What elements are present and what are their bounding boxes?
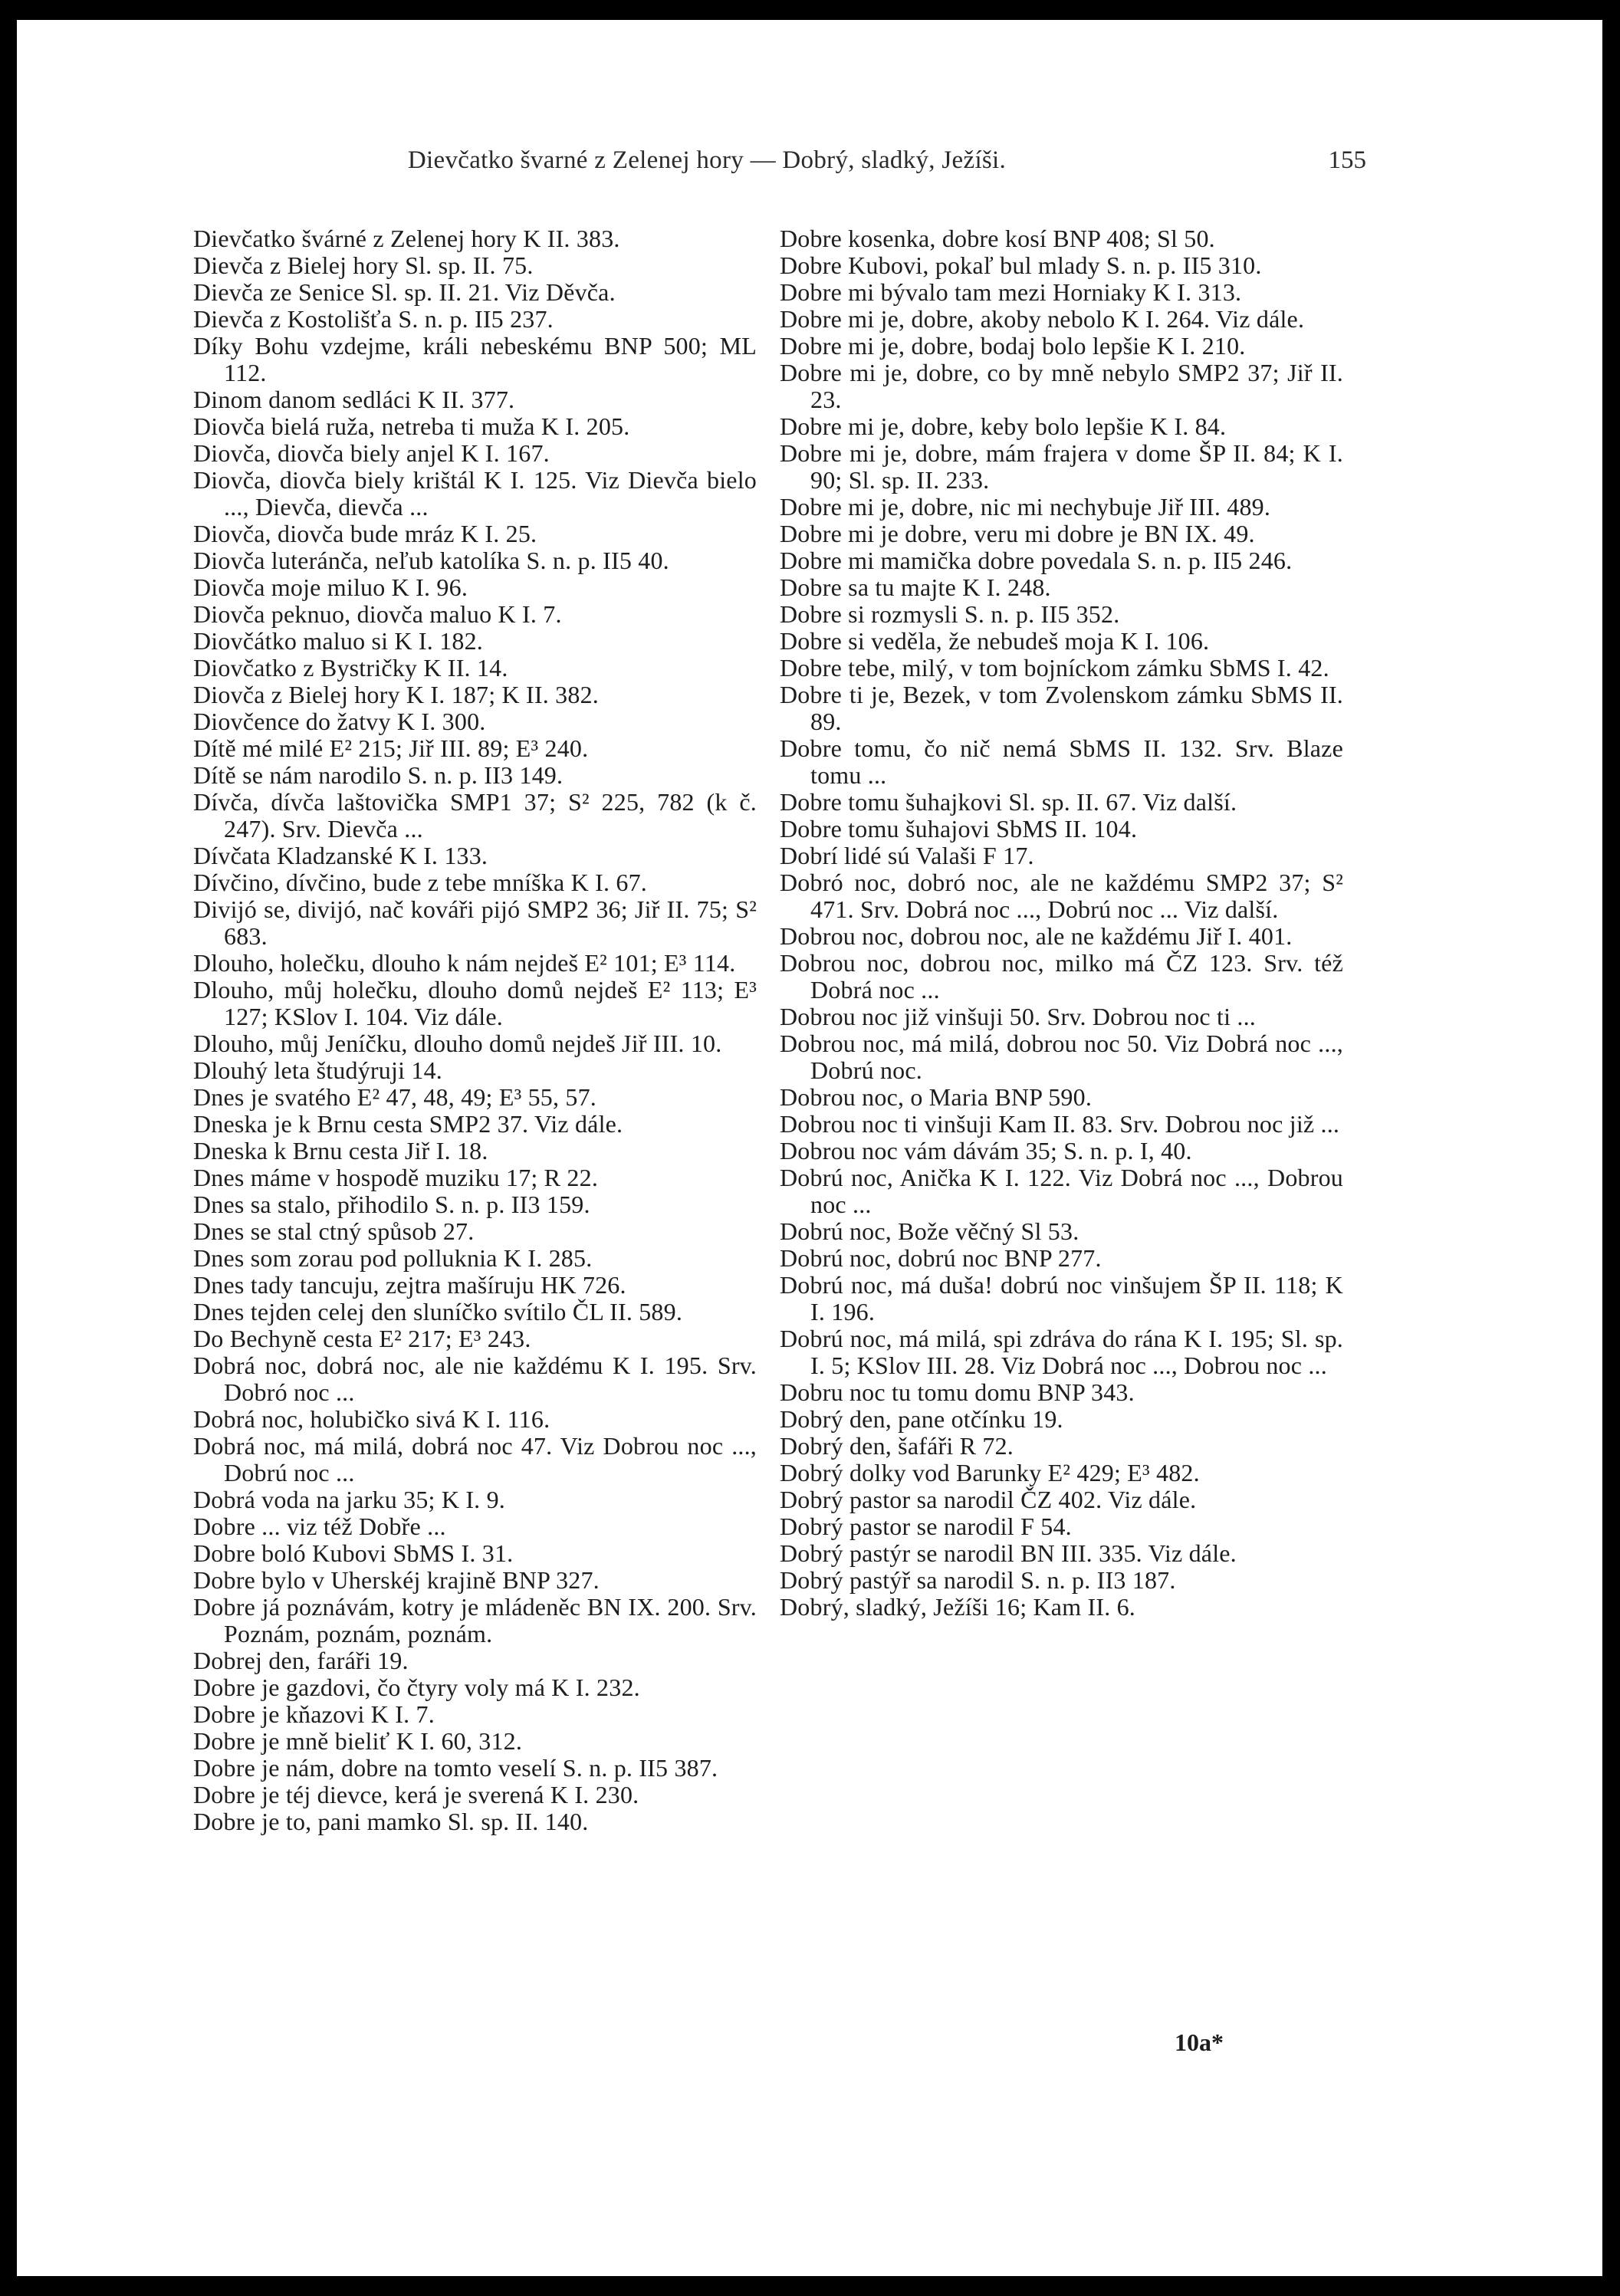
index-entry: Dobrou noc vám dávám 35; S. n. p. I, 40. [780,1137,1192,1164]
index-entry: Dobrá noc, dobrá noc, ale nie každému K I. 195. Srv. Dobró noc ... [193,1352,757,1406]
index-entry: Díky Bohu vzdejme, králi nebeskému BNP 500; ML 112. [193,332,757,386]
index-entry: Dobre mi je, dobre, keby bolo lepšie K I. 84. [780,412,1227,440]
index-entry: Diovčence do žatvy K I. 300. [193,708,486,735]
index-entry: Diovčatko z Bystričky K II. 14. [193,654,508,682]
index-entry: Diovča moje miluo K I. 96. [193,573,468,601]
index-entry: Dobre mi mamička dobre povedala S. n. p. II5 246. [780,547,1293,574]
index-entry: Dobrou noc, o Maria BNP 590. [780,1083,1093,1111]
index-entry: Dobre mi je, dobre, akoby nebolo K I. 264. Viz dále. [780,305,1305,333]
index-entry: Dívčino, dívčino, bude z tebe mníška K I. 67. [193,869,647,896]
index-entry: Dnes je svatého E² 47, 48, 49; E³ 55, 57. [193,1083,596,1111]
index-entry: Dobrú noc, má duša! dobrú noc vinšujem ŠP II. 118; K I. 196. [780,1271,1343,1325]
index-entry: Dobrý den, šafáři R 72. [780,1432,1014,1460]
index-entry: Dievča z Bielej hory Sl. sp. II. 75. [193,251,534,279]
index-entry: Dobre boló Kubovi SbMS I. 31. [193,1539,514,1567]
running-title: Dievčatko švarné z Zelenej hory — Dobrý, sladký, Ježíši. [407,146,1007,174]
index-entry: Dobre je gazdovi, čo čtyry voly má K I. 232. [193,1674,640,1701]
index-entry: Dobre mi je dobre, veru mi dobre je BN IX. 49. [780,520,1255,547]
index-entry: Dítě mé milé E² 215; Jiř III. 89; E³ 240. [193,734,589,762]
index-entry: Dobre mi je, dobre, nic mi nechybuje Jiř III. 489. [780,493,1271,521]
index-entry: Dievča z Kostolišťa S. n. p. II5 237. [193,305,554,333]
signature-mark: 10a* [1175,2028,1224,2056]
index-entry: Dobrý pastýr se narodil BN III. 335. Viz dále. [780,1539,1237,1567]
index-entry: Diovča z Bielej hory K I. 187; K II. 382. [193,681,599,708]
index-entry: Dobre mi je, dobre, mám frajera v dome ŠP II. 84; K I. 90; Sl. sp. II. 233. [780,439,1343,494]
index-entry: Dobre je to, pani mamko Sl. sp. II. 140. [193,1808,589,1835]
index-entry: Dobrou noc ti vinšuji Kam II. 83. Srv. Dobrou noc již ... [780,1110,1340,1138]
index-entry: Dobrú noc, Bože věčný Sl 53. [780,1217,1079,1245]
index-entry: Dobró noc, dobró noc, ale ne každému SMP2 37; S² 471. Srv. Dobrá noc ..., Dobrú noc ... Viz další. [780,869,1343,923]
index-entry: Dlouho, holečku, dlouho k nám nejdeš E² 101; E³ 114. [193,949,736,977]
index-entry: Dobre je nám, dobre na tomto veselí S. n. p. II5 387. [193,1754,718,1782]
index-entry: Dievčatko švárné z Zelenej hory K II. 383. [193,225,620,252]
index-entry: Dnes se stal ctný spůsob 27. [193,1217,475,1245]
index-entry: Dnes sa stalo, přihodilo S. n. p. II3 159. [193,1191,590,1218]
index-entry: Dobrý pastýř sa narodil S. n. p. II3 187. [780,1566,1176,1594]
index-entry: Dlouho, můj holečku, dlouho domů nejdeš E² 113; E³ 127; KSlov I. 104. Viz dále. [193,976,757,1030]
index-entry: Dobre tomu šuhajkovi Sl. sp. II. 67. Viz další. [780,788,1237,816]
index-entry: Dobre tomu, čo nič nemá SbMS II. 132. Srv. Blaze tomu ... [780,734,1343,789]
index-entry: Dívčata Kladzanské K I. 133. [193,842,488,869]
index-entry: Dievča ze Senice Sl. sp. II. 21. Viz Děvča. [193,278,616,306]
index-entry: Dnes som zorau pod polluknia K I. 285. [193,1244,593,1272]
index-entry: Dobrá voda na jarku 35; K I. 9. [193,1486,505,1513]
index-entry: Dneska je k Brnu cesta SMP2 37. Viz dále. [193,1110,623,1138]
index-entry: Dobre mi je, dobre, co by mně nebylo SMP2 37; Jiř II. 23. [780,359,1343,413]
index-entry: Diovča, diovča biely anjel K I. 167. [193,439,550,467]
index-entry: Dnes máme v hospodě muziku 17; R 22. [193,1164,599,1191]
page-number: 155 [1328,146,1366,174]
index-entry: Dneska k Brnu cesta Jiř I. 18. [193,1137,488,1164]
index-entry: Dobre já poznávám, kotry je mládeněc BN IX. 200. Srv. Poznám, poznám, poznám. [193,1593,757,1647]
index-entry: Dobre Kubovi, pokaľ bul mlady S. n. p. II5 310. [780,251,1262,279]
index-entry: Dobre tomu šuhajovi SbMS II. 104. [780,815,1138,843]
index-entry: Divijó se, divijó, nač kováři pijó SMP2 36; Jiř II. 75; S² 683. [193,895,757,950]
index-entry: Dobre si veděla, že nebudeš moja K I. 106. [780,627,1210,655]
index-entry: Diovča, diovča bude mráz K I. 25. [193,520,537,547]
index-entry: Diovča, diovča biely krištál K I. 125. Viz Dievča bielo ..., Dievča, dievča ... [193,466,757,521]
index-entry: Dnes tejden celej den sluníčko svítilo ČL II. 589. [193,1298,683,1325]
index-entry: Dobrú noc, Anička K I. 122. Viz Dobrá noc ..., Dobrou noc ... [780,1164,1343,1218]
index-entry: Dobrá noc, má milá, dobrá noc 47. Viz Dobrou noc ..., Dobrú noc ... [193,1432,757,1486]
index-entry: Dobre kosenka, dobre kosí BNP 408; Sl 50. [780,225,1215,252]
index-entry: Diovča bielá ruža, netreba ti muža K I. 205. [193,412,630,440]
index-entry: Dobrý dolky vod Barunky E² 429; E³ 482. [780,1459,1200,1486]
index-entry: Dobrá noc, holubičko sivá K I. 116. [193,1405,550,1433]
index-entry: Dobrou noc již vinšuji 50. Srv. Dobrou noc ti ... [780,1003,1257,1030]
index-entry: Dobrou noc, má milá, dobrou noc 50. Viz Dobrá noc ..., Dobrú noc. [780,1030,1343,1084]
index-entry: Dobre tebe, milý, v tom bojníckom zámku SbMS I. 42. [780,654,1329,682]
left-column [193,225,757,1835]
index-entry: Do Bechyně cesta E² 217; E³ 243. [193,1325,531,1352]
index-entry: Dobrú noc, dobrú noc BNP 277. [780,1244,1102,1272]
index-entry: Dobrý, sladký, Ježíši 16; Kam II. 6. [780,1593,1136,1621]
index-entry: Dobru noc tu tomu domu BNP 343. [780,1378,1135,1406]
index-entry: Dlouhý leta študýruji 14. [193,1056,442,1084]
index-entry: Dobrou noc, dobrou noc, milko má ČZ 123. Srv. též Dobrá noc ... [780,949,1343,1003]
index-entry: Dobrej den, faráři 19. [193,1647,409,1674]
index-entry: Dobrú noc, má milá, spi zdráva do rána K I. 195; Sl. sp. I. 5; KSlov III. 28. Viz Dobrá noc ..., Dobrou noc ... [780,1325,1343,1379]
index-entry: Diovča peknuo, diovča maluo K I. 7. [193,600,562,628]
index-entry: Dobrý pastor se narodil F 54. [780,1513,1072,1540]
index-entry: Dnes tady tancuju, zejtra mašíruju HK 726. [193,1271,626,1299]
index-entry: Dlouho, můj Jeníčku, dlouho domů nejdeš Jiř III. 10. [193,1030,722,1057]
index-entry: Dobre je kňazovi K I. 7. [193,1700,435,1728]
index-entry: Dobre sa tu majte K I. 248. [780,573,1051,601]
index-entry: Dítě se nám narodilo S. n. p. II3 149. [193,761,564,789]
index-entry: Dobrý den, pane otčínku 19. [780,1405,1063,1433]
index-entry: Dobre ... viz též Dobře ... [193,1513,446,1540]
index-entry: Dobrí lidé sú Valaši F 17. [780,842,1034,869]
index-entry: Dobre bylo v Uherskéj krajině BNP 327. [193,1566,600,1594]
running-head [209,146,1366,192]
index-entry: Dobre mi je, dobre, bodaj bolo lepšie K I. 210. [780,332,1246,360]
index-entry: Dobre je mně bieliť K I. 60, 312. [193,1727,523,1755]
index-entry: Diovčátko maluo si K I. 182. [193,627,483,655]
index-entry: Dinom danom sedláci K II. 377. [193,386,515,413]
index-entry: Dobre ti je, Bezek, v tom Zvolenskom zámku SbMS II. 89. [780,681,1343,735]
index-entry: Dívča, dívča laštovička SMP1 37; S² 225, 782 (k č. 247). Srv. Dievča ... [193,788,757,843]
right-column [780,225,1343,1621]
index-entry: Dobrou noc, dobrou noc, ale ne každému Jiř I. 401. [780,922,1293,950]
index-entry: Dobre mi bývalo tam mezi Horniaky K I. 313. [780,278,1242,306]
index-entry: Dobre si rozmysli S. n. p. II5 352. [780,600,1120,628]
index-entry: Dobre je téj dievce, kerá je sverená K I. 230. [193,1781,639,1808]
index-page [17,20,1602,2276]
index-entry: Dobrý pastor sa narodil ČZ 402. Viz dále. [780,1486,1197,1513]
index-entry: Diovča luteránča, neľub katolíka S. n. p. II5 40. [193,547,669,574]
